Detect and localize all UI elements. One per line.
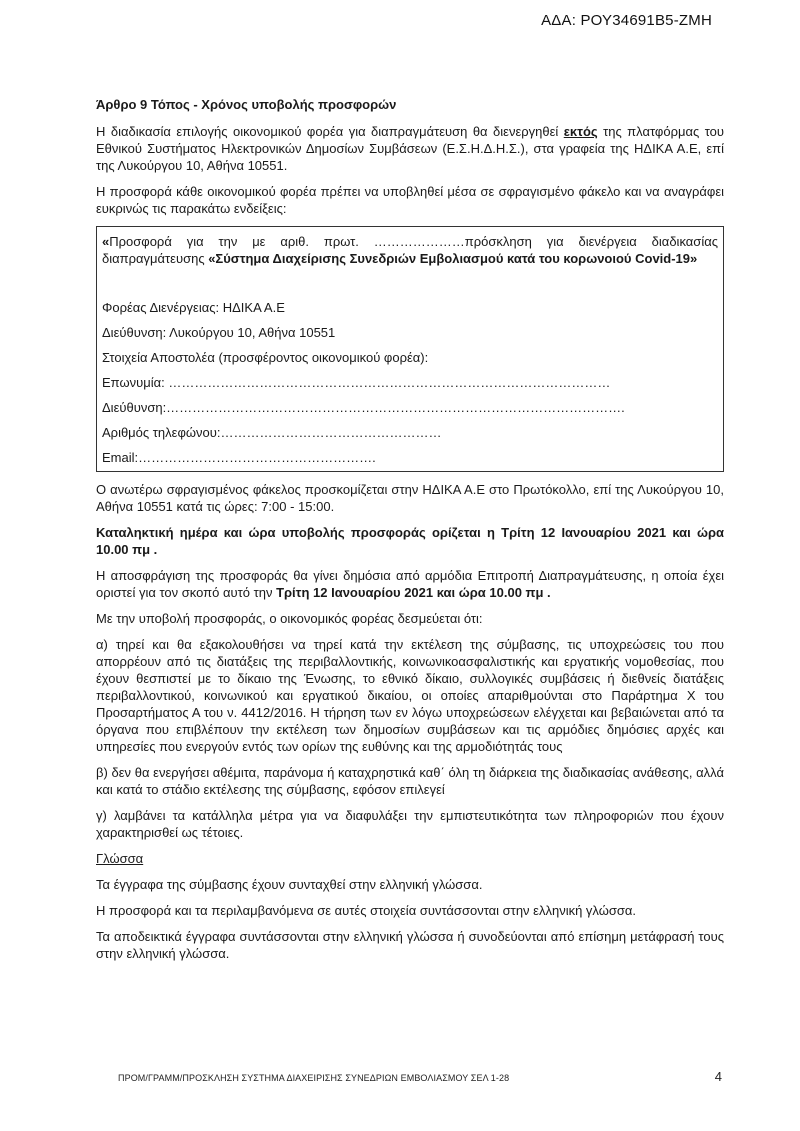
commitment-a: α) τηρεί και θα εξακολουθήσει να τηρεί κατά την εκτέλεση της σύμβασης, τις υποχρεώσεις του που απορρέουν από τις διατάξεις της περιβαλλοντικής, κοινωνικοασφαλιστικής και εργατικής νομοθεσίας, που έχουν θεσπιστεί με το δίκαιο της Ένωσης, το εθνικό δίκαιο, συλλογικές συμβάσεις ή διεθνείς διατάξεις περιβαλλοντικού, κοινωνικού και εργατικού δικαίου, οι οποίες απαριθμούνται στο Παράρτημα Χ του Προσαρτήματος Α του ν. 4412/2016. Η τήρηση των εν λόγω υποχρεώσεων ελέγχεται και βεβαιώνεται από τα όργανα που επιβλέπουν την εκτέλεση των δημοσίων συμβάσεων και τις αρμόδιες δημόσιες αρχές και υπηρεσίες που ενεργούν εντός των ορίων της ευθύνης και της αρμοδιότητάς τους	[96, 637, 724, 754]
box-spacer	[102, 275, 718, 299]
box-quote-mark: «	[102, 234, 110, 249]
paragraph-procedure-text-c: της πλατφόρμας του Εθνικού Συστήματος Ηλεκτρονικών Δημοσίων Συμβάσεων (Ε.Σ.Η.Δ.Η.Σ.), στα γραφεία της ΗΔΙΚΑ Α.Ε, επί της Λυκούργου 10, Αθήνα 10551.	[96, 124, 724, 173]
box-foreas: Φορέας Διενέργειας: ΗΔΙΚΑ Α.Ε	[102, 300, 285, 315]
box-name-field: Επωνυμία: …………………………………………………………………………………………	[102, 375, 611, 390]
page-number: 4	[714, 1069, 722, 1084]
paragraph-procedure-text-a: Η διαδικασία επιλογής οικονομικού φορέα για διαπραγμάτευση θα διενεργηθεί	[96, 124, 564, 139]
box-offer-line	[102, 233, 718, 267]
envelope-label-box	[96, 226, 724, 472]
language-line-3: Τα αποδεικτικά έγγραφα συντάσσονται στην ελληνική γλώσσα ή συνοδεύονται από επίσημη μετάφρασή τους στην ελληνική γλώσσα.	[96, 929, 724, 961]
paragraph-procedure	[96, 123, 724, 174]
paragraph-envelope: Η προσφορά κάθε οικονομικού φορέα πρέπει να υποβληθεί μέσα σε σφραγισμένο φάκελο και να αναγράφει ευκρινώς τις παρακάτω ενδείξεις:	[96, 184, 724, 216]
language-heading: Γλώσσα	[96, 851, 144, 866]
box-address-field: Διεύθυνση:…………………………………………………………………………………………….	[102, 400, 625, 415]
language-line-2: Η προσφορά και τα περιλαμβανόμενα σε αυτές στοιχεία συντάσσονται στην ελληνική γλώσσα.	[96, 903, 637, 918]
commitment-c: γ) λαμβάνει τα κατάλληλα μέτρα για να διαφυλάξει την εμπιστευτικότητα των πληροφοριών που έχουν χαρακτηρισθεί ως τέτοιες.	[96, 808, 724, 840]
box-system-title: «Σύστημα Διαχείρισης Συνεδριών Εμβολιασμού κατά του κορωνοιού Covid-19»	[208, 251, 698, 266]
paragraph-delivery: Ο ανωτέρω σφραγισμένος φάκελος προσκομίζεται στην ΗΔΙΚΑ Α.Ε στο Πρωτόκολλο, επί της Λυκούργου 10, Αθήνα 10551 κατά τις ώρες: 7:00 - 15:00.	[96, 482, 724, 514]
emphasis-ektos: εκτός	[563, 124, 598, 139]
document-body	[96, 96, 724, 971]
box-address: Διεύθυνση: Λυκούργου 10, Αθήνα 10551	[102, 325, 336, 340]
paragraph-deadline: Καταληκτική ημέρα και ώρα υποβολής προσφοράς ορίζεται η Τρίτη 12 Ιανουαρίου 2021 και ώρα 10.00 πμ .	[96, 525, 724, 557]
paragraph-commitments-intro: Με την υποβολή προσφοράς, ο οικονομικός φορέας δεσμεύεται ότι:	[96, 611, 483, 626]
paragraph-opening-date: Τρίτη 12 Ιανουαρίου 2021 και ώρα 10.00 πμ .	[276, 585, 551, 600]
paragraph-opening-text: Η αποσφράγιση της προσφοράς θα γίνει δημόσια από αρμόδια Επιτροπή Διαπραγμάτευσης, η οποία έχει οριστεί για τον σκοπό αυτό την	[96, 568, 724, 600]
article-title: Άρθρο 9 Τόπος - Χρόνος υποβολής προσφορών	[96, 97, 397, 112]
page-footer: ΠΡΟΜ/ΓΡΑΜΜ/ΠΡΟΣΚΛΗΣΗ ΣΥΣΤΗΜΑ ΔΙΑΧΕΙΡΙΣΗΣ ΣΥΝΕΔΡΙΩΝ ΕΜΒΟΛΙΑΣΜΟΥ ΣΕΛ 1-28	[118, 1073, 510, 1083]
commitment-b: β) δεν θα ενεργήσει αθέμιτα, παράνομα ή καταχρηστικά καθ΄ όλη τη διάρκεια της διαδικασίας ανάθεσης, αλλά και κατά το στάδιο εκτέλεσης της σύμβασης, εφόσον επιλεγεί	[96, 765, 724, 797]
box-sender-heading: Στοιχεία Αποστολέα (προσφέροντος οικονομικού φορέα):	[102, 350, 429, 365]
ada-code: ΑΔΑ: ΡΟΥ34691Β5-ΖΜΗ	[541, 12, 712, 29]
language-line-1: Τα έγγραφα της σύμβασης έχουν συνταχθεί στην ελληνική γλώσσα.	[96, 877, 483, 892]
box-email-field: Email:……………………………………………….	[102, 450, 376, 465]
box-offer-text: Προσφορά για την με αριθ. πρωτ. …………………πρόσκληση για διενέργεια διαδικασίας διαπραγμάτευσης	[102, 234, 718, 266]
box-phone-field: Αριθμός τηλεφώνου:……………………………………………	[102, 425, 442, 440]
paragraph-opening	[96, 567, 724, 601]
